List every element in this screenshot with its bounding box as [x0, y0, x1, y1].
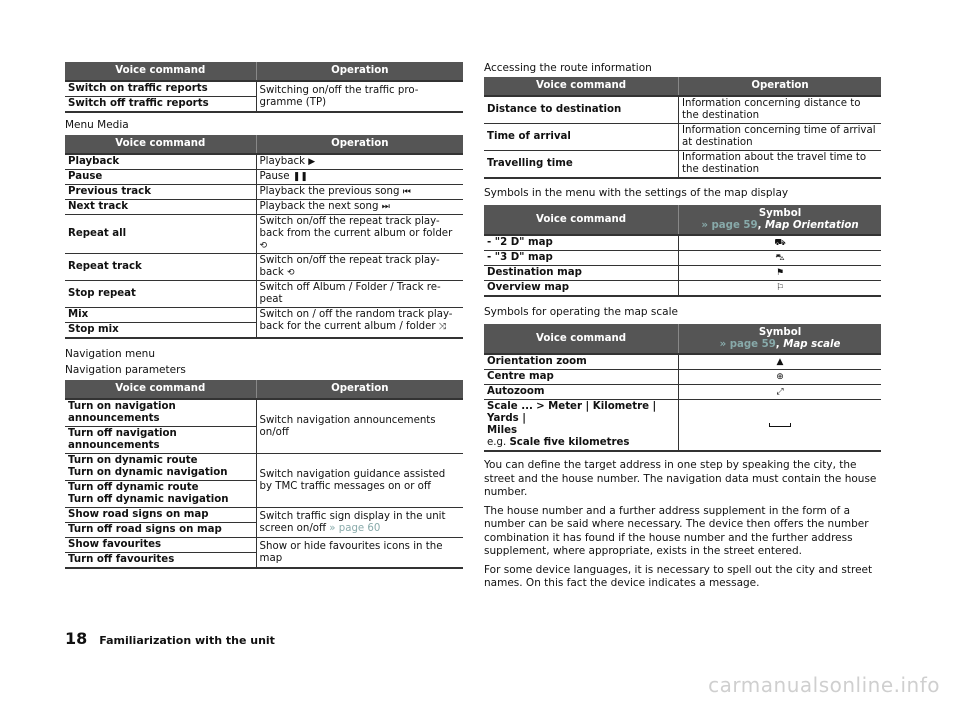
table-row	[484, 124, 881, 151]
centre-map-icon: ⊕	[776, 372, 784, 382]
col-voice-command: Voice command	[484, 205, 679, 235]
overview-map-icon: ⚐	[775, 283, 785, 293]
page-footer	[65, 629, 275, 648]
voice-command: Autozoom	[484, 385, 679, 400]
traffic-table	[65, 62, 463, 113]
operation: Playback	[259, 156, 305, 167]
table-row	[65, 185, 463, 200]
voice-command: Repeat track	[65, 254, 256, 281]
pause-icon: ❚❚	[292, 172, 308, 182]
col-voice-command: Voice command	[65, 380, 256, 399]
section-label: Symbols in the menu with the settings of the map display	[484, 187, 789, 199]
autozoom-icon: ⤢	[776, 387, 784, 397]
voice-command: Turn off dynamic route	[68, 482, 199, 493]
left-column	[65, 62, 463, 569]
operation: Switch traffic sign display in the unit screen on/off	[259, 510, 446, 534]
repeat-all-icon: ⟲	[259, 241, 268, 251]
example-prefix: e.g.	[487, 437, 507, 448]
paragraph: The house number and a further address supplement in the form of a number can be said where necessary. The device then offers the number combination it has found if the house number and the further address supplement, where appropriate, exists in the street entered.	[484, 504, 869, 557]
voice-command: Distance to destination	[484, 96, 679, 124]
operation: Information concerning time of arrival at destination	[679, 124, 881, 151]
operation: Switch on/off the repeat track play-back from the current album or folder	[259, 216, 453, 239]
voice-command: Turn off road signs on map	[65, 523, 256, 538]
table-row	[484, 385, 881, 400]
orientation-zoom-icon: ▲	[776, 357, 784, 367]
voice-command: - "3 D" map	[484, 251, 679, 266]
section-label: Menu Media	[65, 119, 129, 131]
map-scale-table	[484, 324, 881, 452]
page-reference-link[interactable]: » page 59	[719, 338, 776, 350]
chapter-title: Familiarization with the unit	[99, 634, 275, 647]
section-reference: Map scale	[783, 338, 841, 350]
col-voice-command: Voice command	[65, 135, 256, 154]
map-3d-icon: ⛍	[775, 253, 785, 263]
table-row	[484, 266, 881, 281]
page-number: 18	[65, 629, 88, 648]
col-voice-command: Voice command	[65, 62, 256, 81]
col-symbol: Symbol » page 59, Map Orientation	[679, 205, 881, 235]
right-column	[484, 62, 881, 596]
voice-command: Turn on dynamic navigation	[68, 467, 228, 478]
operation: Switch navigation announcements on/off	[256, 399, 463, 454]
voice-command: Stop repeat	[65, 281, 256, 308]
previous-track-icon: ⏮	[402, 187, 411, 197]
operation: Switch on/off the repeat track play-back	[259, 255, 440, 278]
operation: Information concerning distance to the destination	[679, 96, 881, 124]
table-row	[65, 170, 463, 185]
table-row	[65, 154, 463, 170]
operation: Information about the travel time to the destination	[679, 151, 881, 179]
operation: Switch off Album / Folder / Track re-peat	[256, 281, 463, 308]
table-row	[484, 96, 881, 124]
table-row	[65, 215, 463, 254]
media-table	[65, 135, 463, 339]
voice-command: Turn off navigation announcements	[65, 427, 256, 454]
voice-command: Travelling time	[487, 158, 573, 169]
voice-command: Stop mix	[68, 324, 119, 335]
operation: Show or hide favourites icons in the map	[256, 538, 463, 569]
voice-command: Overview map	[487, 282, 570, 293]
table-row	[484, 370, 881, 385]
table-row	[484, 251, 881, 266]
voice-command: Turn on navigation announcements	[65, 399, 256, 427]
table-row	[65, 508, 463, 523]
section-reference: Map Orientation	[765, 219, 859, 231]
voice-command: Centre map	[484, 370, 679, 385]
col-operation: Operation	[256, 62, 463, 81]
table-row	[484, 151, 881, 179]
table-row	[484, 400, 881, 452]
voice-command: Switch off traffic reports	[68, 98, 209, 109]
watermark: carmanualsonline.info	[708, 673, 940, 697]
operation: Switch on / off the random track play-back for the current album / folder	[259, 309, 453, 332]
table-row	[65, 538, 463, 553]
col-operation: Operation	[256, 380, 463, 399]
table-row	[65, 281, 463, 308]
operation: Switch navigation guidance assisted by TMC traffic messages on or off	[256, 454, 463, 508]
operation: Switching on/off the traffic pro-gramme (TP)	[256, 81, 463, 112]
voice-command-options: Miles	[487, 425, 518, 436]
shuffle-icon: ⤨	[438, 322, 447, 332]
voice-command: Orientation zoom	[484, 354, 679, 370]
play-icon: ▶	[308, 157, 316, 167]
repeat-track-icon: ⟲	[287, 268, 295, 278]
section-label: Navigation menu	[65, 348, 155, 360]
voice-command: Mix	[65, 308, 256, 323]
voice-command: Show favourites	[65, 538, 256, 553]
table-row	[65, 200, 463, 215]
map-display-table	[484, 205, 881, 297]
scale-bar-icon	[769, 423, 791, 427]
voice-command: Destination map	[484, 266, 679, 281]
voice-command: Turn off dynamic navigation	[68, 494, 229, 505]
voice-command: Previous track	[65, 185, 256, 200]
voice-command: Turn off favourites	[68, 554, 175, 565]
paragraph: For some device languages, it is necessary to spell out the city and street names. On this fact the device indicates a message.	[484, 563, 873, 589]
voice-command: Playback	[65, 154, 256, 170]
operation: Playback the previous song	[259, 186, 400, 197]
col-voice-command: Voice command	[484, 324, 679, 354]
voice-command-options: > Meter | Kilometre | Yards |	[487, 401, 657, 424]
table-row	[484, 354, 881, 370]
col-operation: Operation	[256, 135, 463, 154]
voice-command: Time of arrival	[484, 124, 679, 151]
operation: Playback the next song	[259, 201, 379, 212]
next-track-icon: ⏭	[381, 202, 390, 212]
table-row	[65, 81, 463, 97]
destination-map-icon: ⚑	[775, 268, 785, 278]
route-table	[484, 77, 881, 179]
operation: Pause	[259, 171, 290, 182]
section-label: Symbols for operating the map scale	[484, 306, 678, 318]
voice-command: Switch on traffic reports	[65, 81, 256, 97]
section-label: Navigation parameters	[65, 364, 186, 376]
navigation-table	[65, 380, 463, 569]
paragraph: You can define the target address in one step by speaking the city, the street and the house number. The navigation data must contain the house number.	[484, 459, 877, 498]
voice-command: Scale ...	[487, 401, 533, 412]
map-2d-icon: ⛟	[774, 238, 786, 248]
voice-command: - "2 D" map	[484, 235, 679, 251]
col-symbol: Symbol » page 59, Map scale	[679, 324, 881, 354]
body-text	[484, 459, 881, 591]
table-row	[65, 399, 463, 427]
voice-command: Next track	[65, 200, 256, 215]
voice-command: Repeat all	[65, 215, 256, 254]
table-row	[484, 235, 881, 251]
voice-command: Show road signs on map	[65, 508, 256, 523]
example-command: Scale five kilometres	[509, 437, 630, 448]
table-row	[65, 254, 463, 281]
table-row	[65, 454, 463, 481]
voice-command: Pause	[65, 170, 256, 185]
table-row	[484, 281, 881, 297]
col-operation: Operation	[679, 77, 881, 96]
voice-command: Turn on dynamic route	[68, 455, 198, 466]
page-reference-link[interactable]: » page 60	[329, 522, 381, 534]
section-label: Accessing the route information	[484, 62, 652, 74]
page-reference-link[interactable]: » page 59	[701, 219, 758, 231]
table-row	[65, 308, 463, 323]
col-voice-command: Voice command	[484, 77, 679, 96]
